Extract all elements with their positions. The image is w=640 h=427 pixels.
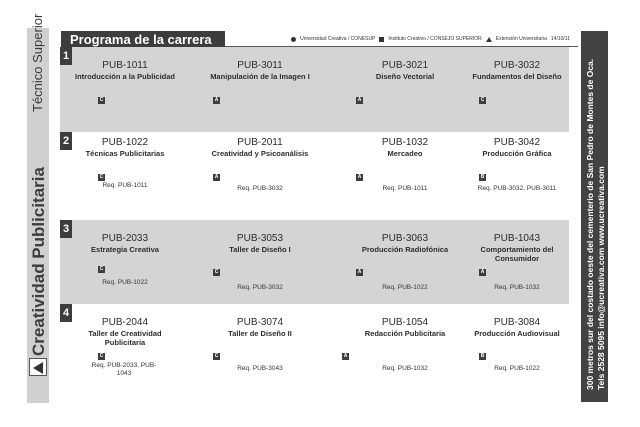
triangle-icon [486, 37, 492, 42]
course-card [200, 137, 320, 159]
course-code: PUB-3042 [493, 137, 541, 148]
course-name: Creatividad y Psicoanálisis [211, 149, 309, 158]
course-badge: A [343, 353, 348, 359]
course-badge: A [357, 269, 362, 275]
course-name: Comportamiento del Consumidor [480, 245, 554, 263]
course-name: Producción Audiovisual [474, 329, 560, 338]
legend-date: 14/10/11 [550, 36, 570, 42]
legend-circle-label: Universidad Creativa / CONESUP [300, 36, 376, 42]
course-code: PUB-3084 [493, 317, 541, 328]
course-code: PUB-1032 [381, 137, 429, 148]
course-prereq: Req. PUB-3032, PUB-3011 [477, 185, 557, 192]
course-prereq: Req. PUB-1011 [382, 185, 428, 192]
course-badge: C [214, 269, 219, 275]
course-card [200, 233, 320, 255]
course-card [465, 317, 569, 339]
course-code: PUB-2044 [101, 317, 149, 328]
level-label: Técnico Superior [30, 13, 45, 112]
course-code: PUB-1054 [381, 317, 429, 328]
course-name: Producción Radiofónica [361, 245, 449, 254]
row-number: 3 [60, 220, 72, 238]
course-code: PUB-2033 [101, 233, 149, 244]
course-name: Redacción Publicitaria [364, 329, 446, 338]
course-name: Introducción a la Publicidad [74, 72, 175, 81]
course-badge: C [99, 353, 104, 359]
course-card [360, 317, 450, 339]
row-2 [60, 132, 569, 220]
course-card [200, 60, 320, 82]
course-code: PUB-3032 [493, 60, 541, 71]
row-number: 1 [60, 47, 72, 65]
course-badge: A [357, 97, 362, 103]
course-card [360, 137, 450, 159]
course-badge: A [357, 174, 362, 180]
course-prereq: Req. PUB-1022 [102, 279, 148, 286]
course-prereq: Req. PUB-3043 [237, 365, 283, 372]
course-prereq: Req. PUB-1011 [102, 182, 148, 189]
course-prereq: Req. PUB-1022 [382, 284, 428, 291]
course-code: PUB-3021 [381, 60, 429, 71]
course-name: Taller de Diseño II [228, 329, 292, 338]
course-prereq: Req. PUB-2033, PUB-1043 [91, 362, 157, 377]
play-arrow-icon [29, 358, 47, 376]
program-title: Creatividad Publicitaria [29, 167, 48, 356]
course-prereq: Req. PUB-1022 [494, 365, 540, 372]
page-title-bar [61, 31, 225, 47]
course-prereq: Req. PUB-3032 [237, 185, 283, 192]
course-card [465, 60, 569, 82]
row-number: 4 [60, 304, 72, 322]
course-card [73, 317, 177, 347]
course-name: Mercadeo [387, 149, 423, 158]
course-name: Técnicas Publicitarias [85, 149, 165, 158]
course-badge: A [214, 97, 219, 103]
course-name: Producción Gráfica [482, 149, 552, 158]
course-code: PUB-3053 [236, 233, 284, 244]
course-prereq: Req. PUB-3032 [237, 284, 283, 291]
course-code: PUB-1043 [493, 233, 541, 244]
legend [291, 36, 570, 42]
course-card [465, 137, 569, 159]
course-badge: C [480, 97, 485, 103]
course-name: Taller de Diseño I [229, 245, 291, 254]
course-code: PUB-1022 [101, 137, 149, 148]
course-card [360, 60, 450, 82]
course-prereq: Req. PUB-1032 [494, 284, 540, 291]
course-name: Fundamentos del Diseño [472, 72, 562, 81]
course-card [73, 233, 177, 255]
row-1 [60, 47, 569, 132]
course-card [73, 60, 177, 82]
page-title: Programa de la carrera [70, 32, 212, 47]
course-code: PUB-3011 [237, 60, 283, 71]
row-3 [60, 220, 569, 304]
course-name: Manipulación de la Imagen I [210, 72, 310, 81]
course-card [465, 233, 569, 263]
course-badge: C [99, 266, 104, 272]
course-card [360, 233, 450, 255]
address-text: 300 metros sur del costado oeste del cementerio de San Pedro de Montes de Oca. [585, 58, 595, 390]
course-name: Diseño Vectorial [375, 72, 435, 81]
circle-icon [291, 37, 296, 42]
course-badge: C [99, 97, 104, 103]
course-name: Estrategia Creativa [91, 245, 159, 254]
course-badge: A [214, 174, 219, 180]
legend-triangle-label: Extensión Universitaria [495, 36, 547, 42]
course-code: PUB-3063 [381, 233, 429, 244]
course-code: PUB-1011 [102, 60, 148, 71]
course-prereq: Req. PUB-1032 [382, 365, 428, 372]
course-badge: C [214, 353, 219, 359]
course-card [200, 317, 320, 339]
course-name: Taller de Creatividad Publicitaria [88, 329, 162, 347]
contact-text: Tels 2528 5095 info@ucreativa.com www.ucreativa.com [596, 166, 606, 390]
square-icon [379, 37, 384, 42]
course-badge: A [480, 269, 485, 275]
course-code: PUB-3074 [236, 317, 284, 328]
row-4 [60, 304, 569, 402]
course-badge: B [480, 353, 485, 359]
row-number: 2 [60, 132, 72, 150]
course-badge: C [99, 174, 104, 180]
course-code: PUB-2011 [237, 137, 283, 148]
legend-square-label: Instituto Creativo / CONSEJO SUPERIOR [388, 36, 482, 42]
course-card [73, 137, 177, 159]
course-badge: B [480, 174, 485, 180]
